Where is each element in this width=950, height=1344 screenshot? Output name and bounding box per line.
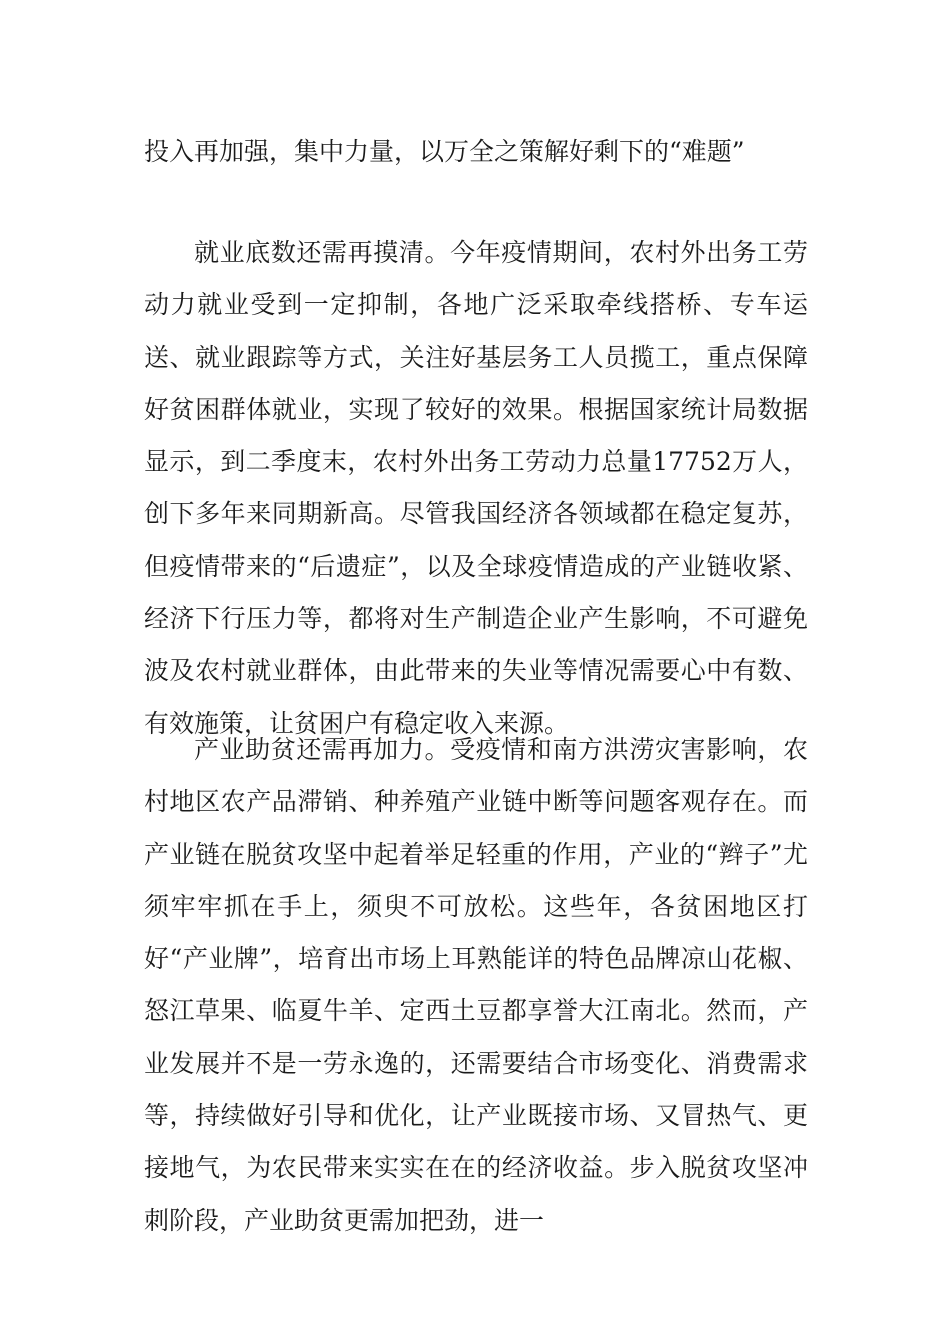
- section-heading: 投入再加强，集中力量，以万全之策解好剩下的“难题”: [144, 137, 745, 166]
- paragraph-industry-support: 产业助贫还需再加力。受疫情和南方洪涝灾害影响，农村地区农产品滞销、种养殖产业链中断等问题客观存在。而产业链在脱贫攻坚中起着举足轻重的作用，产业的“辫子”尤须牢牢抓在手上，须臾不可放松。这些年，各贫困地区打好“产业牌”，培育出市场上耳熟能详的特色品牌凉山花椒、怒江草果、临夏牛羊、定西土豆都享誉大江南北。然而，产业发展并不是一劳永逸的，还需要结合市场变化、消费需求等，持续做好引导和优化，让产业既接市场、又冒热气、更接地气，为农民带来实实在在的经济收益。步入脱贫攻坚冲刺阶段，产业助贫更需加把劲，进一: [144, 735, 808, 1235]
- paragraph-employment: 就业底数还需再摸清。今年疫情期间，农村外出务工劳动力就业受到一定抑制，各地广泛采取牵线搭桥、专车运送、就业跟踪等方式，关注好基层务工人员揽工，重点保障好贫困群体就业，实现了较好的效果。根据国家统计局数据显示，到二季度末，农村外出务工劳动力总量17752万人，创下多年来同期新高。尽管我国经济各领域都在稳定复苏，但疫情带来的“后遗症”，以及全球疫情造成的产业链收紧、经济下行压力等，都将对生产制造企业产生影响，不可避免波及农村就业群体，由此带来的失业等情况需要心中有数、有效施策，让贫困户有稳定收入来源。: [144, 238, 808, 738]
